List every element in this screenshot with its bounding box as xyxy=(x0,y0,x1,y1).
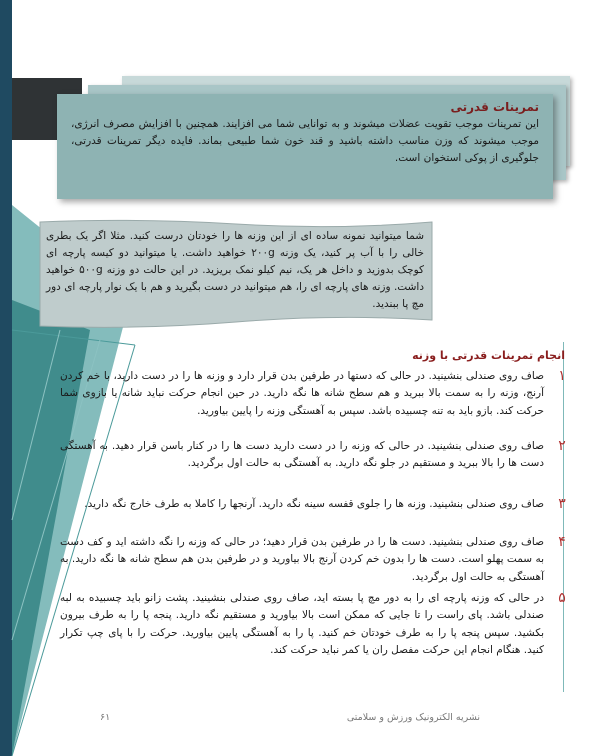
strength-training-box xyxy=(57,94,553,199)
item-number: ۴ xyxy=(558,534,566,550)
list-item xyxy=(60,438,566,496)
item-number: ۱ xyxy=(558,368,566,384)
item-number: ۲ xyxy=(558,438,566,454)
strength-box-text: این تمرینات موجب تقویت عضلات میشوند و به توانایی شما می افزایند. همچنین با افزایش مصرف انرژی، موجب میشوند که وزن مناسب داشته باشید و قند خون شما طبیعی بماند. فایده دیگر تمرینات قدرتی، جلوگیری از پوکی استخوان است. xyxy=(71,118,539,164)
right-rule-line xyxy=(563,342,564,692)
section-title: انجام تمرینات قدرتی با وزنه xyxy=(412,349,565,362)
item-text: صاف روی صندلی بنشینید. در حالی که وزنه را در دست دارید دست ها را در کنار باسن قرار دهید. به آهستگی دست ها را بالا ببرید و مستقیم در جلو نگه دارید. به آهستگی به حالت اول برگردید. xyxy=(60,440,544,470)
list-item xyxy=(60,368,566,438)
exercise-list xyxy=(60,368,566,659)
list-item xyxy=(60,496,566,534)
item-text: صاف روی صندلی بنشینید. در حالی که دستها در طرفین بدن قرار دارد و وزنه ها را در دست دارید، با خم کردن آرنج، وزنه را به سمت بالا ببرید و هم سطح شانه ها نگه دارید. در حین انجام حرکت نباید شانه یا بازوی شما حرکت کند. بازو باید به تنه چسبیده باشد. سپس به آهستگی وزنه را پایین بیاورید. xyxy=(60,370,544,417)
page-footer xyxy=(60,712,480,728)
item-text: صاف روی صندلی بنشینید. دست ها را در طرفین بدن قرار دهید؛ در حالی که وزنه را نگه داشته اید و کف دست به سمت پهلو است. دست ها را بدون خم کردن آرنج بالا بیاورید و در طرفین بدن هم سطح شانه ها نگه دارید. به آهستگی به حالت اول برگردید. xyxy=(60,536,544,583)
strength-box-heading: تمرینات قدرتی xyxy=(450,100,539,114)
item-number: ۵ xyxy=(558,590,566,606)
list-item xyxy=(60,590,566,659)
homemade-weights-box xyxy=(36,218,436,330)
item-text: صاف روی صندلی بنشینید. وزنه ها را جلوی قفسه سینه نگه دارید. آرنجها را کاملا به طرف خارج نگه دارید. xyxy=(84,498,544,510)
homemade-weights-text: شما میتوانید نمونه ساده ای از این وزنه ها را خودتان درست کنید. مثلا اگر یک بطری خالی را با آب پر کنید، یک وزنه ۲۰۰g خواهید داشت. یا میتوانید دو کیسه پارچه ای کوچک بدوزید و داخل هر یک، نیم کیلو نمک بریزید. در این حالت دو وزنه ۵۰۰g خواهید داشت. وزنه های پارچه ای را، هم میتوانید در دست بگیرید و هم با یک نوار پارچه ای دور مچ پا ببندید. xyxy=(46,230,424,310)
list-item xyxy=(60,534,566,590)
item-number: ۳ xyxy=(558,496,566,512)
page-number: ۶۱ xyxy=(100,712,111,723)
item-text: در حالی که وزنه پارچه ای را به دور مچ پا بسته اید، صاف روی صندلی بنشینید. پشت زانو باید چسبیده به لبه صندلی باشد. پای راست را تا جایی که ممکن است بالا بیاورید و مستقیم نگه دارید. پنجه پا را به طرف بیرون بکشید. سپس پنجه پا را به طرف خودتان خم کنید. پا را به آهستگی پایین بیاورید. حرکت را با پای چپ تکرار کنید. هنگام انجام این حرکت مفصل ران یا کمر نباید حرکت کند. xyxy=(60,592,544,656)
footer-publication-title: نشریه الکترونیک ورزش و سلامتی xyxy=(346,712,480,723)
